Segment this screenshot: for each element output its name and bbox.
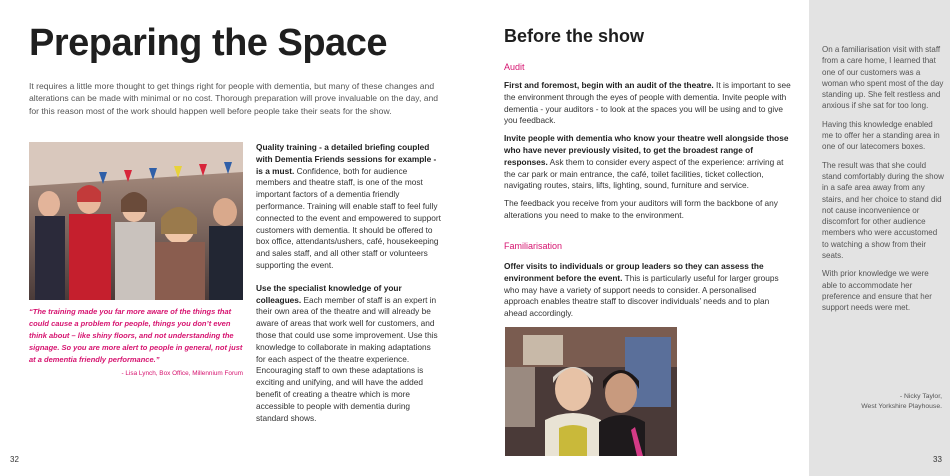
audit-lead-1: First and foremost, begin with an audit of the theatre. <box>504 80 714 90</box>
sidebar-paragraph-4: With prior knowledge we were able to accommodate her preference and ensure that her support needs were met. <box>822 269 932 313</box>
familiarisation-text: This is particularly useful for larger groups who may have a variety of support needs to consider. A personalised approach enables theatre staff to discover individuals’ needs and to plan ahead accordingly. <box>504 272 779 319</box>
section-heading: Before the show <box>504 26 645 46</box>
training-photo-illustration <box>29 142 243 300</box>
familiarisation-lead: Offer visits to individuals or group leaders so they can assess the environment before the event. <box>504 261 764 283</box>
sidebar-attribution <box>819 392 942 412</box>
attribution-place: West Yorkshire Playhouse. <box>861 403 942 410</box>
audit-paragraph-1 <box>504 80 792 127</box>
sidebar-paragraph-2: Having this knowledge enabled me to offer her a standing area in one of our latecomers boxes. <box>822 119 940 152</box>
audit-text-2: Ask them to consider every aspect of the experience: arriving at the car park or main entrance, the café, toilet facilities, ticket collection, navigating routes, stairs, lifts, lighting, sound, furniture and service. <box>504 156 784 191</box>
specialist-knowledge-text: Each member of staff is an expert in their own area of the theatre and will already be aware of areas that work well for customers, and those that could use some improvement. Use this knowledge to collaborate in making adaptations for each aspect of the theatre experience. Encouraging staff to own these adaptations is exciting and unifying, and will have the added benefit of creating a theatre which is more accessible to people with dementia during standard shows. <box>256 294 438 423</box>
audit-section <box>504 80 792 228</box>
quality-training-text: Confidence, both for audience members and theatre staff, is one of the most important factors of a dementia friendly performance. Training will enable staff to feel fully connected to the event and empowered to support customers with dementia. It should be offered to box office, attendants/ushers, café, housekeeping and sales staff, and all other staff or volunteers supporting the event. <box>256 165 441 270</box>
sidebar-paragraph-3: The result was that she could stand comfortably during the show in a safe area away from any stairs, and her choice to stand did not cause inconvenience or discomfort for other audience members who were accustomed to watching a show from their seats. <box>822 160 944 261</box>
quality-training-lead: Quality training - a detailed briefing coupled with Dementia Friends sessions for example - is a must. <box>256 142 437 176</box>
visitors-photo-illustration <box>505 327 677 456</box>
audit-text-1: It is important to see the environment through the eyes of people with dementia. Invite people with dementia - your auditors - to look at the spaces you will be using and to give you feedback. <box>504 80 791 126</box>
training-quote: “The training made you far more aware of the things that could cause a problem for people, things you don’t even think about – like shiny floors, and not understanding the signage. So you are more alert to people in general, not just at a dementia friendly performance.” <box>29 307 243 364</box>
quality-training-paragraph <box>256 142 442 272</box>
right-page <box>475 0 950 476</box>
attribution-name: - Nicky Taylor, <box>899 393 942 400</box>
page-title: Preparing the Space <box>29 22 387 64</box>
quote-attribution: - Lisa Lynch, Box Office, Millennium Forum <box>121 370 243 377</box>
audit-paragraph-3: The feedback you receive from your auditors will form the backbone of any alterations you need to make to the environment. <box>504 198 778 220</box>
specialist-knowledge-paragraph <box>256 283 442 425</box>
audit-paragraph-2 <box>504 133 792 192</box>
audit-subheading: Audit <box>504 62 525 72</box>
sidebar-panel <box>809 0 950 476</box>
training-column <box>256 142 442 435</box>
specialist-knowledge-lead: Use the specialist knowledge of your colleagues. <box>256 282 402 305</box>
familiarisation-section <box>504 261 792 326</box>
familiarisation-paragraph <box>504 261 792 320</box>
sidebar-story <box>822 44 944 321</box>
familiarisation-subheading: Familiarisation <box>504 241 563 251</box>
sidebar-paragraph-1: On a familiarisation visit with staff from a care home, I learned that one of our customers was a woman who spent most of the day standing up. She felt restless and anxious if she sat for too long. <box>822 45 944 111</box>
audit-lead-2: Invite people with dementia who know your theatre well alongside those who have never previously visited, to get the broadest range of responses. <box>504 133 789 167</box>
intro-paragraph: It requires a little more thought to get things right for people with dementia, but many of these changes and alterations can be made with minimal or no cost. Thorough preparation will prove invaluable on the day, and for this reason most of the work should happen well before people take their seats for the show. <box>29 81 439 116</box>
visitors-photo <box>505 327 677 456</box>
page-number-right: 33 <box>933 455 942 464</box>
page-number-left: 32 <box>10 455 19 464</box>
training-photo <box>29 142 243 300</box>
